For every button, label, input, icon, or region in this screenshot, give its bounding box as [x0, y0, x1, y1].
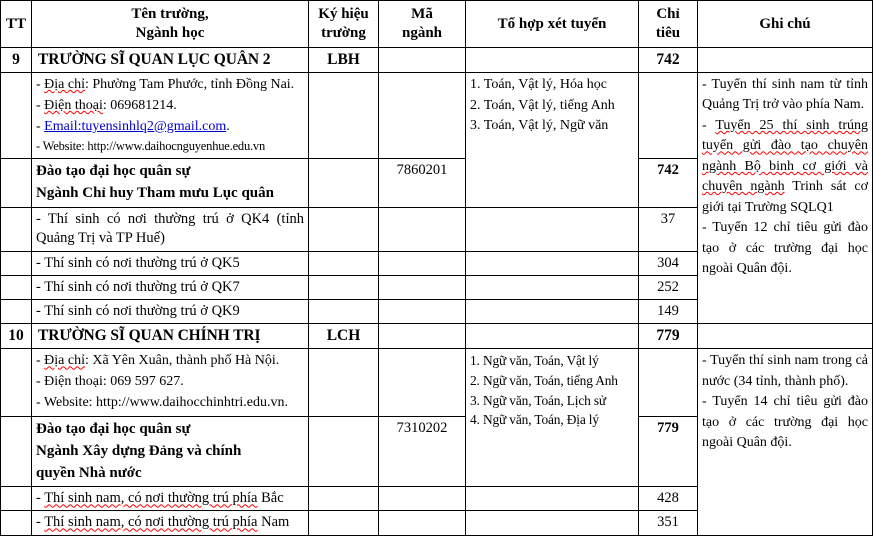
sym-empty	[309, 417, 379, 487]
combination-item: 2. Ngữ văn, Toán, tiếng Anh	[470, 373, 618, 389]
detail-spellchecked-text: Thí sinh nam, có nơi thường trú phía	[44, 490, 258, 507]
school-notes-cell	[698, 73, 873, 324]
school-phone: - Điện thoại: 069681214.	[36, 97, 177, 113]
sym-empty	[309, 73, 379, 159]
program-line-3: quyền Nhà nước	[36, 464, 142, 481]
detail-text: - Thí sinh có nơi thường trú ở QK7	[32, 276, 309, 300]
school-code-empty	[379, 324, 466, 349]
detail-rest-text: Nam	[257, 514, 290, 531]
code-empty	[379, 300, 466, 324]
column-header-quota-line2: tiêu	[655, 25, 681, 41]
column-header-subject-combination: Tổ hợp xét tuyển	[466, 1, 639, 48]
school-address-rest: : Phường Tam Phước, tỉnh Đồng Nai.	[85, 77, 295, 92]
program-name-cell	[32, 159, 309, 208]
combination-item: 4. Ngữ văn, Toán, Địa lý	[470, 412, 599, 428]
tt-empty	[1, 276, 32, 300]
school-address: - Địa chỉ: Phường Tam Phước, tỉnh Đồng Nai.	[36, 77, 295, 92]
comb-empty	[466, 207, 639, 251]
school-contact-row	[1, 349, 873, 417]
school-phone-spell: Điện thoại	[44, 97, 103, 113]
school-contact-row	[1, 73, 873, 159]
note-prefix: -	[702, 117, 716, 133]
tt-empty	[1, 417, 32, 487]
detail-quota: 252	[639, 276, 698, 300]
code-empty	[379, 487, 466, 511]
school-combination-empty	[466, 324, 639, 349]
table-header-row	[1, 1, 873, 48]
tt-empty	[1, 349, 32, 417]
detail-text: - Thí sinh có nơi thường trú ở QK5	[32, 252, 309, 276]
tt-empty	[1, 300, 32, 324]
tt-empty	[1, 73, 32, 159]
detail-rest-text: Bắc	[257, 490, 284, 507]
note-spellchecked-text: Tuyển 25 thí sinh trúng tuyển gửi đào tạo chuyên ngành Bộ binh cơ giới và chuyên ngành	[702, 117, 868, 195]
sym-empty	[309, 276, 379, 300]
school-symbol: LCH	[309, 324, 379, 349]
school-address-spell: Địa chỉ	[44, 77, 85, 92]
tt-empty	[1, 159, 32, 208]
school-notes-cell	[698, 349, 873, 535]
school-address: - Địa chỉ: Xã Yên Xuân, thành phố Hà Nội.	[36, 353, 280, 369]
school-website: - Website: http://www.daihocchinhtri.edu.vn.	[36, 395, 288, 411]
sym-empty	[309, 159, 379, 208]
note-paragraph: - Tuyển thí sinh nam trong cả nước (34 tỉnh, thành phố).	[702, 353, 868, 389]
column-header-school-symbol-line2: trường	[321, 25, 366, 41]
sym-empty	[309, 252, 379, 276]
sym-empty	[309, 487, 379, 511]
school-symbol: LBH	[309, 48, 379, 73]
tt-empty	[1, 252, 32, 276]
school-website: - Website: http://www.daihocnguyenhue.edu.vn	[36, 138, 266, 153]
note-rest-text: Trinh sát cơ giới tại Trường SQLQ1	[702, 179, 868, 215]
school-code-empty	[379, 48, 466, 73]
column-header-major-code-line1: Mã	[411, 6, 433, 23]
column-header-school-symbol-line1: Ký hiệu	[318, 6, 369, 23]
detail-quota: 428	[639, 487, 698, 511]
detail-text: - Thí sinh nam, có nơi thường trú phía Nam	[32, 511, 309, 535]
program-name-cell	[32, 417, 309, 487]
column-header-tt: TT	[1, 1, 32, 48]
detail-spellchecked-text: Thí sinh nam, có nơi thường trú phía	[44, 514, 258, 531]
school-contact-block	[32, 73, 309, 159]
comb-empty	[466, 276, 639, 300]
column-header-quota-line1: Chỉ	[656, 6, 680, 23]
code-empty	[379, 252, 466, 276]
code-empty	[379, 207, 466, 251]
school-address-spell: Địa chỉ	[44, 353, 85, 369]
sym-empty	[309, 300, 379, 324]
comb-empty	[466, 252, 639, 276]
column-header-school-name-line2: Ngành học	[135, 25, 205, 41]
code-empty	[379, 349, 466, 417]
detail-quota: 304	[639, 252, 698, 276]
code-empty	[379, 73, 466, 159]
note-paragraph	[702, 116, 868, 218]
detail-text: - Thí sinh có nơi thường trú ở QK4 (tỉnh Quảng Trị và TP Huế)	[32, 207, 309, 251]
program-line-2: Ngành Chỉ huy Tham mưu Lục quân	[36, 185, 274, 202]
detail-quota: 149	[639, 300, 698, 324]
school-title-row	[1, 324, 873, 349]
program-quota: 779	[639, 417, 698, 487]
school-phone-rest: : 069681214.	[102, 97, 177, 113]
column-header-school-symbol	[309, 1, 379, 48]
school-combination-empty	[466, 48, 639, 73]
combination-item: 1. Ngữ văn, Toán, Vật lý	[470, 353, 599, 369]
comb-empty	[466, 511, 639, 535]
school-address-rest: : Xã Yên Xuân, thành phố Hà Nội.	[85, 353, 280, 369]
school-name: TRƯỜNG SĨ QUAN LỤC QUÂN 2	[32, 48, 309, 73]
tt-empty	[1, 511, 32, 535]
program-line-1: Đào tạo đại học quân sự	[36, 421, 191, 437]
detail-text: - Thí sinh nam, có nơi thường trú phía Bắc	[32, 487, 309, 511]
sym-empty	[309, 511, 379, 535]
school-note-empty	[698, 48, 873, 73]
detail-quota: 351	[639, 511, 698, 535]
column-header-quota	[639, 1, 698, 48]
sym-empty	[309, 349, 379, 417]
quota-empty	[639, 349, 698, 417]
detail-text: - Thí sinh có nơi thường trú ở QK9	[32, 300, 309, 324]
column-header-school-name-line1: Tên trường,	[131, 6, 209, 23]
column-header-major-code-line2: ngành	[401, 25, 443, 41]
school-name: TRƯỜNG SĨ QUAN CHÍNH TRỊ	[32, 324, 309, 349]
subject-combination-cell	[466, 73, 639, 208]
school-contact-block	[32, 349, 309, 417]
program-quota: 742	[639, 159, 698, 208]
code-empty	[379, 276, 466, 300]
school-note-empty	[698, 324, 873, 349]
subject-combination-cell	[466, 349, 639, 487]
combination-item: 2. Toán, Vật lý, tiếng Anh	[470, 97, 615, 113]
school-total-quota: 742	[639, 48, 698, 73]
school-index: 9	[1, 48, 32, 73]
comb-empty	[466, 300, 639, 324]
school-email-period: .	[226, 118, 230, 134]
quota-empty	[639, 73, 698, 159]
code-empty	[379, 511, 466, 535]
program-line-2: Ngành Xây dựng Đảng và chính	[36, 442, 242, 459]
school-total-quota: 779	[639, 324, 698, 349]
program-major-code: 7860201	[379, 159, 466, 208]
sym-empty	[309, 207, 379, 251]
column-header-major-code	[379, 1, 466, 48]
program-line-1: Đào tạo đại học quân sự	[36, 163, 191, 180]
school-email-link[interactable]: Email:tuyensinhlq2@gmail.com	[44, 118, 227, 134]
column-header-school-name	[32, 1, 309, 48]
tt-empty	[1, 207, 32, 251]
column-header-notes: Ghi chú	[698, 1, 873, 48]
note-paragraph: - Tuyển 14 chỉ tiêu gửi đào tạo ở các trường đại học ngoài Quân đội.	[702, 394, 868, 451]
detail-quota: 37	[639, 207, 698, 251]
school-phone: - Điện thoại: 069 597 627.	[36, 374, 184, 390]
combination-item: 3. Ngữ văn, Toán, Lịch sử	[470, 392, 607, 408]
school-index: 10	[1, 324, 32, 349]
comb-empty	[466, 487, 639, 511]
program-major-code: 7310202	[379, 417, 466, 487]
combination-item: 1. Toán, Vật lý, Hóa học	[470, 77, 607, 92]
combination-item: 3. Toán, Vật lý, Ngữ văn	[470, 118, 609, 134]
school-email-line: - Email:tuyensinhlq2@gmail.com.	[36, 118, 230, 134]
note-paragraph: - Tuyển 12 chỉ tiêu gửi đào tạo ở các trường đại học ngoài Quân đội.	[702, 220, 868, 276]
note-paragraph: - Tuyển thí sinh nam từ tỉnh Quảng Trị trở vào phía Nam.	[702, 77, 868, 113]
school-title-row	[1, 48, 873, 73]
tt-empty	[1, 487, 32, 511]
